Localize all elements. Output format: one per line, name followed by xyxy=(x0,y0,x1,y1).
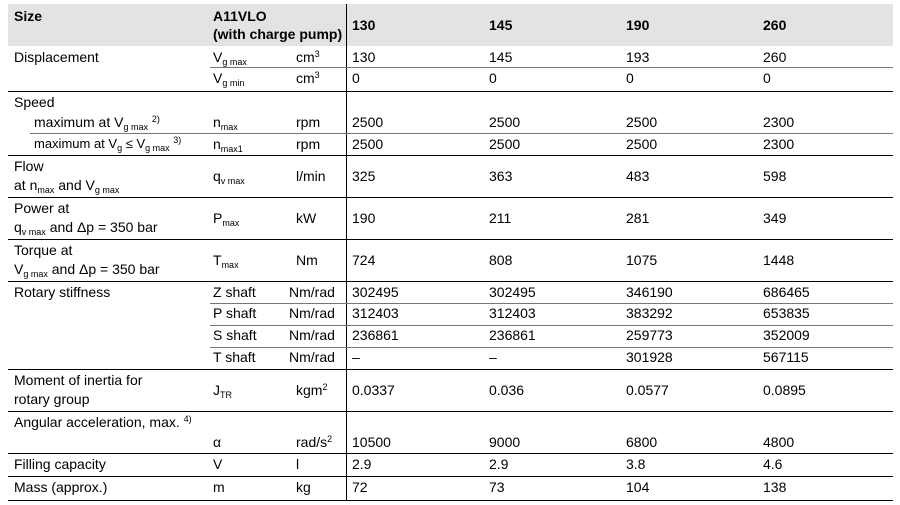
value-cell: 2500 xyxy=(489,136,521,152)
shaft-label: Z shaft xyxy=(213,284,256,300)
value-cell: 312403 xyxy=(489,305,536,321)
value-cell: 363 xyxy=(489,168,513,184)
value-cell: 130 xyxy=(352,49,376,65)
value-cell: – xyxy=(489,349,497,365)
value-cell: 0.0895 xyxy=(763,382,806,398)
row-divider xyxy=(8,239,893,240)
row-divider xyxy=(8,369,893,370)
value-cell: 1075 xyxy=(626,252,658,268)
value-cell: 567115 xyxy=(763,349,809,365)
value-cell: 653835 xyxy=(763,305,810,321)
unit-rpm: rpm xyxy=(296,136,321,152)
row-label-angular-acceleration: Angular acceleration, max. $^{4)}$ xyxy=(14,414,192,430)
value-cell: 724 xyxy=(352,252,376,268)
symbol-nmax1: $n_{max1}$ xyxy=(213,136,243,154)
symbol-pmax: $P_{max}$ xyxy=(213,210,240,228)
row-label-torque: Torque at xyxy=(14,242,73,258)
unit-kg: kg xyxy=(296,479,311,495)
value-cell: 281 xyxy=(626,210,650,226)
value-cell: 325 xyxy=(352,168,376,184)
header-model-sub: (with charge pump) xyxy=(213,26,343,42)
row-label-mass: Mass (approx.) xyxy=(14,479,108,495)
value-cell: 2500 xyxy=(626,114,658,130)
symbol-v: V xyxy=(213,456,223,472)
row-divider xyxy=(8,411,893,412)
value-cell: 2500 xyxy=(626,136,658,152)
value-cell: 2300 xyxy=(763,114,795,130)
symbol-nmax: $n_{max}$ xyxy=(213,114,238,132)
value-cell: 4.6 xyxy=(763,456,783,472)
value-cell: 2500 xyxy=(352,136,384,152)
value-cell: 2.9 xyxy=(352,456,372,472)
unit-kw: kW xyxy=(296,210,317,226)
value-cell: 4800 xyxy=(763,434,795,450)
value-cell: 73 xyxy=(489,479,505,495)
unit-nmrad: Nm/rad xyxy=(289,349,335,365)
column-divider xyxy=(346,4,347,501)
row-label-filling: Filling capacity xyxy=(14,456,106,472)
value-cell: 2300 xyxy=(763,136,795,152)
unit-nmrad: Nm/rad xyxy=(289,327,335,343)
unit-lmin: l/min xyxy=(296,168,326,184)
table-bottom-border xyxy=(8,500,893,501)
power-sublabel: $q_{v max}$ and Δp = 350 bar xyxy=(14,219,158,237)
header-model: A11VLO xyxy=(213,8,267,24)
unit-rpm: rpm xyxy=(296,114,321,130)
row-label-inertia: Moment of inertia for xyxy=(14,372,143,388)
symbol-tmax: $T_{max}$ xyxy=(213,252,239,270)
shaft-label: P shaft xyxy=(213,305,257,321)
row-divider xyxy=(210,325,893,326)
row-label-speed: Speed xyxy=(14,94,55,110)
value-cell: 0 xyxy=(352,70,360,86)
unit-nmrad: Nm/rad xyxy=(289,305,335,321)
header-size-label: Size xyxy=(14,8,43,24)
value-cell: 138 xyxy=(763,479,787,495)
value-cell: 349 xyxy=(763,210,787,226)
value-cell: – xyxy=(352,349,360,365)
value-cell: 10500 xyxy=(352,434,391,450)
row-divider xyxy=(210,303,893,304)
value-cell: 1448 xyxy=(763,252,795,268)
row-divider xyxy=(8,155,893,156)
symbol-m: m xyxy=(213,479,225,495)
value-cell: 190 xyxy=(352,210,376,226)
speed-max-label: maximum at $V_{g max}$ $^{2)}$ xyxy=(34,114,160,132)
row-label-flow: Flow xyxy=(14,158,44,174)
row-divider xyxy=(8,476,893,477)
value-cell: 312403 xyxy=(352,305,399,321)
row-divider xyxy=(8,91,893,92)
unit-l: l xyxy=(296,456,300,472)
table-header xyxy=(8,4,893,46)
unit-cm3: $cm^3$ xyxy=(296,70,320,86)
value-cell: 483 xyxy=(626,168,650,184)
value-cell: 6800 xyxy=(626,434,658,450)
unit-cm3: $cm^3$ xyxy=(296,49,320,65)
row-divider xyxy=(8,281,893,282)
value-cell: 0 xyxy=(763,70,771,86)
value-cell: 236861 xyxy=(352,327,399,343)
value-cell: 9000 xyxy=(489,434,521,450)
unit-nm: Nm xyxy=(296,252,318,268)
shaft-label: S shaft xyxy=(213,327,257,343)
value-cell: 302495 xyxy=(489,284,536,300)
symbol-vg-min: $V_{g min}$ xyxy=(213,70,245,88)
header-size-145: 145 xyxy=(489,17,513,33)
row-label-displacement: Displacement xyxy=(14,49,99,65)
value-cell: 2500 xyxy=(352,114,384,130)
value-cell: 260 xyxy=(763,49,787,65)
header-size-260: 260 xyxy=(763,17,787,33)
value-cell: 193 xyxy=(626,49,650,65)
unit-kgm2: kgm$^2$ xyxy=(296,382,328,398)
speed-max1-label: maximum at $V_g \le V_{g max}$ $^{3)}$ xyxy=(34,135,182,153)
value-cell: 236861 xyxy=(489,327,536,343)
symbol-qv-max: $q_{v max}$ xyxy=(213,168,245,186)
value-cell: 346190 xyxy=(626,284,673,300)
value-cell: 3.8 xyxy=(626,456,646,472)
unit-nmrad: Nm/rad xyxy=(289,284,335,300)
value-cell: 352009 xyxy=(763,327,810,343)
row-label-stiffness: Rotary stiffness xyxy=(14,284,111,300)
value-cell: 104 xyxy=(626,479,650,495)
inertia-sublabel: rotary group xyxy=(14,391,90,407)
row-divider xyxy=(210,67,893,68)
value-cell: 259773 xyxy=(626,327,673,343)
row-divider xyxy=(8,453,893,454)
value-cell: 0.0577 xyxy=(626,382,669,398)
symbol-alpha: α xyxy=(213,434,222,450)
row-label-power: Power at xyxy=(14,200,70,216)
value-cell: 0.0337 xyxy=(352,382,395,398)
value-cell: 383292 xyxy=(626,305,673,321)
value-cell: 302495 xyxy=(352,284,399,300)
value-cell: 2.9 xyxy=(489,456,509,472)
symbol-vg-max: $V_{g max}$ xyxy=(213,49,247,67)
row-divider xyxy=(8,197,893,198)
header-size-190: 190 xyxy=(626,17,650,33)
flow-sublabel: at $n_{max}$ and $V_{g max}$ xyxy=(14,177,120,195)
header-size-130: 130 xyxy=(352,17,376,33)
unit-rads2: rad/$s^2$ xyxy=(296,434,333,450)
value-cell: 72 xyxy=(352,479,368,495)
symbol-jtr: $J_{TR}$ xyxy=(213,382,232,400)
value-cell: 0 xyxy=(626,70,634,86)
value-cell: 301928 xyxy=(626,349,673,365)
value-cell: 0.036 xyxy=(489,382,525,398)
value-cell: 211 xyxy=(489,210,512,226)
torque-sublabel: $V_{g max}$ and Δp = 350 bar xyxy=(14,261,160,279)
value-cell: 0 xyxy=(489,70,497,86)
value-cell: 686465 xyxy=(763,284,810,300)
value-cell: 145 xyxy=(489,49,513,65)
row-divider xyxy=(210,347,893,348)
shaft-label: T shaft xyxy=(213,349,256,365)
row-divider xyxy=(30,133,893,134)
value-cell: 598 xyxy=(763,168,787,184)
value-cell: 2500 xyxy=(489,114,521,130)
value-cell: 808 xyxy=(489,252,513,268)
